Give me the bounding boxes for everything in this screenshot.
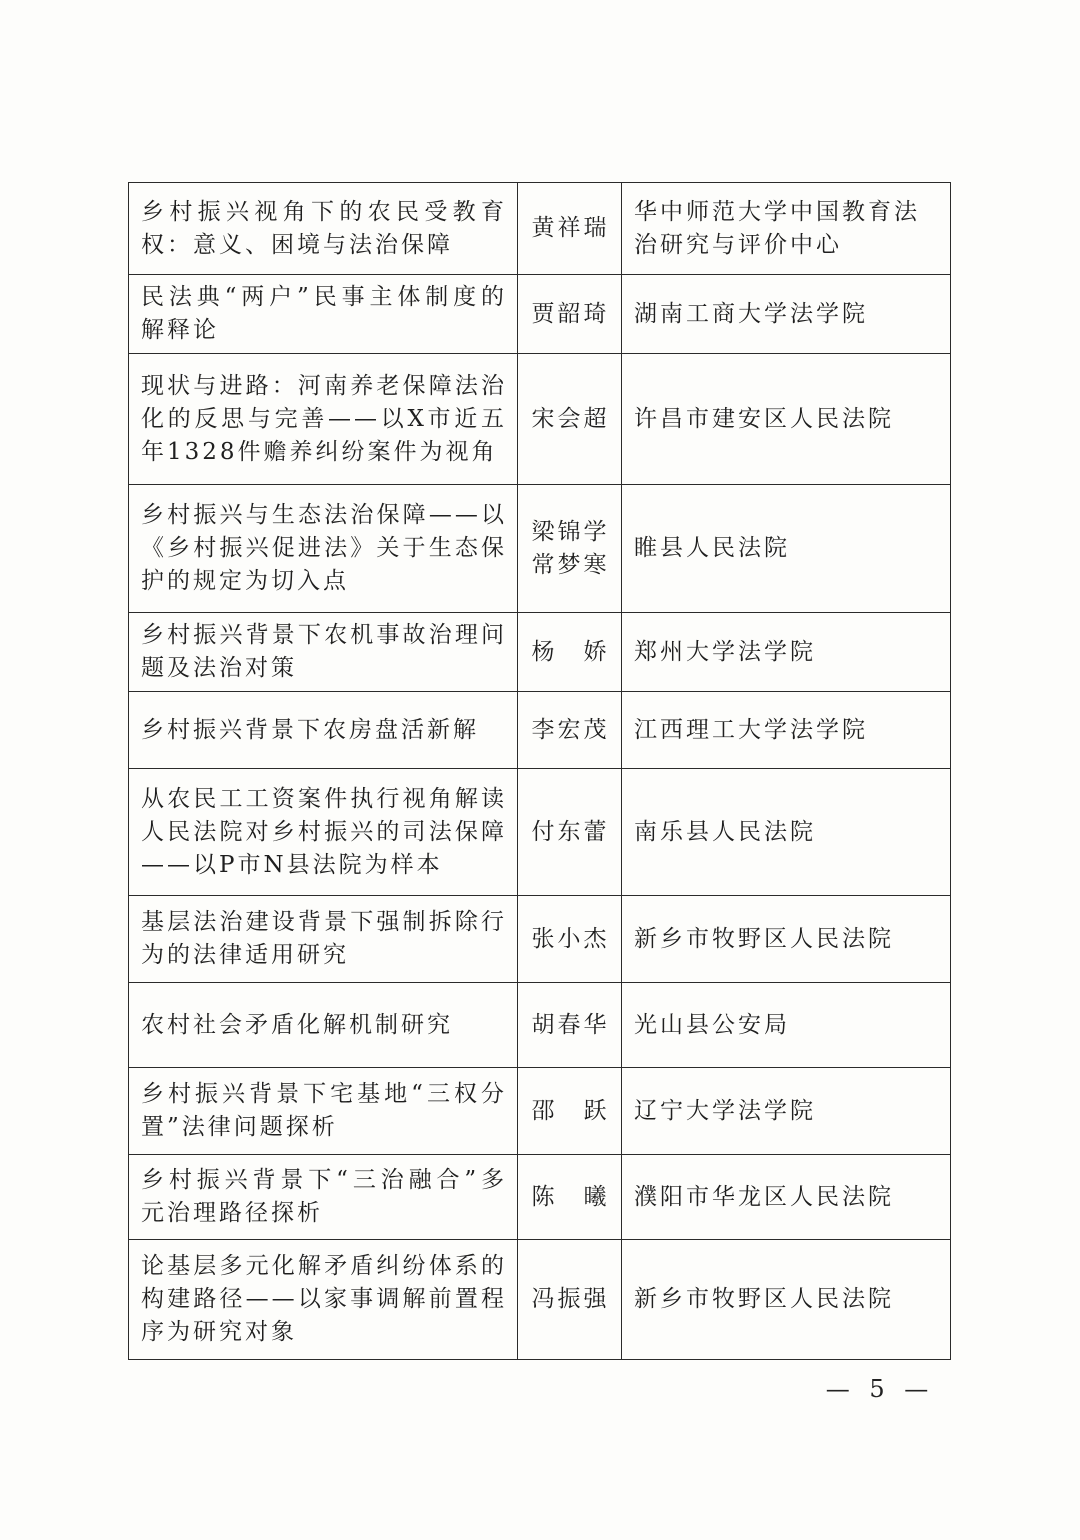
author-name: 张小杰 — [531, 925, 610, 952]
author-cell — [518, 613, 622, 692]
table-row — [129, 183, 951, 275]
organization-cell: 郑州大学法学院 — [622, 613, 951, 692]
paper-title-cell: 乡村振兴视角下的农民受教育权：意义、困境与法治保障 — [129, 183, 518, 275]
author-name: 李宏茂 — [531, 716, 610, 743]
organization-cell: 湖南工商大学法学院 — [622, 275, 951, 354]
organization-cell: 睢县人民法院 — [622, 485, 951, 613]
table-row — [129, 485, 951, 613]
paper-title-cell: 乡村振兴背景下“三治融合”多元治理路径探析 — [129, 1155, 518, 1240]
author-cell — [518, 183, 622, 275]
author-name: 冯振强 — [531, 1286, 610, 1312]
organization-cell: 江西理工大学法学院 — [622, 692, 951, 769]
organization-cell: 华中师范大学中国教育法治研究与评价中心 — [622, 183, 951, 275]
author-name: 付东蕾 — [531, 818, 610, 845]
author-cell — [518, 1155, 622, 1240]
author-name: 黄祥瑞 — [531, 215, 610, 241]
author-cell — [518, 1068, 622, 1155]
author-cell — [518, 983, 622, 1068]
award-list-table — [128, 182, 951, 1360]
organization-cell: 光山县公安局 — [622, 983, 951, 1068]
author-cell — [518, 769, 622, 896]
organization-cell: 新乡市牧野区人民法院 — [622, 896, 951, 983]
author-cell — [518, 485, 622, 613]
paper-title-cell: 民法典“两户”民事主体制度的解释论 — [129, 275, 518, 354]
organization-cell: 南乐县人民法院 — [622, 769, 951, 896]
table-row — [129, 769, 951, 896]
award-list-body — [129, 183, 951, 1360]
table-row — [129, 896, 951, 983]
table-row — [129, 275, 951, 354]
table-row — [129, 983, 951, 1068]
paper-title-cell: 农村社会矛盾化解机制研究 — [129, 983, 518, 1068]
paper-title-cell: 乡村振兴与生态法治保障——以《乡村振兴促进法》关于生态保护的规定为切入点 — [129, 485, 518, 613]
author-cell — [518, 1240, 622, 1360]
table-row — [129, 692, 951, 769]
table-row — [129, 613, 951, 692]
paper-title-cell: 从农民工工资案件执行视角解读人民法院对乡村振兴的司法保障——以P市N县法院为样本 — [129, 769, 518, 896]
author-cell — [518, 275, 622, 354]
table-row — [129, 354, 951, 485]
organization-cell: 新乡市牧野区人民法院 — [622, 1240, 951, 1360]
author-name: 宋会超 — [531, 405, 610, 432]
author-name: 梁锦学 — [531, 518, 610, 545]
author-name: 胡春华 — [531, 1011, 610, 1038]
page-number: — 5 — — [825, 1375, 935, 1403]
author-name: 邵 跃 — [531, 1097, 610, 1124]
paper-title-cell: 乡村振兴背景下农房盘活新解 — [129, 692, 518, 769]
table-row — [129, 1240, 951, 1360]
paper-title-cell: 乡村振兴背景下宅基地“三权分置”法律问题探析 — [129, 1068, 518, 1155]
paper-title-cell: 论基层多元化解矛盾纠纷体系的构建路径——以家事调解前置程序为研究对象 — [129, 1240, 518, 1360]
author-name: 陈 曦 — [531, 1183, 610, 1210]
paper-title-cell: 乡村振兴背景下农机事故治理问题及法治对策 — [129, 613, 518, 692]
author-name: 杨 娇 — [531, 638, 610, 665]
table-row — [129, 1068, 951, 1155]
author-cell — [518, 896, 622, 983]
organization-cell: 许昌市建安区人民法院 — [622, 354, 951, 485]
organization-cell: 辽宁大学法学院 — [622, 1068, 951, 1155]
author-cell — [518, 692, 622, 769]
paper-title-cell: 现状与进路：河南养老保障法治化的反思与完善——以X市近五年1328件赡养纠纷案件为视角 — [129, 354, 518, 485]
table-row — [129, 1155, 951, 1240]
paper-title-cell: 基层法治建设背景下强制拆除行为的法律适用研究 — [129, 896, 518, 983]
organization-cell: 濮阳市华龙区人民法院 — [622, 1155, 951, 1240]
author-name: 常梦寒 — [531, 551, 610, 578]
author-cell — [518, 354, 622, 485]
author-name: 贾韶琦 — [531, 300, 610, 327]
